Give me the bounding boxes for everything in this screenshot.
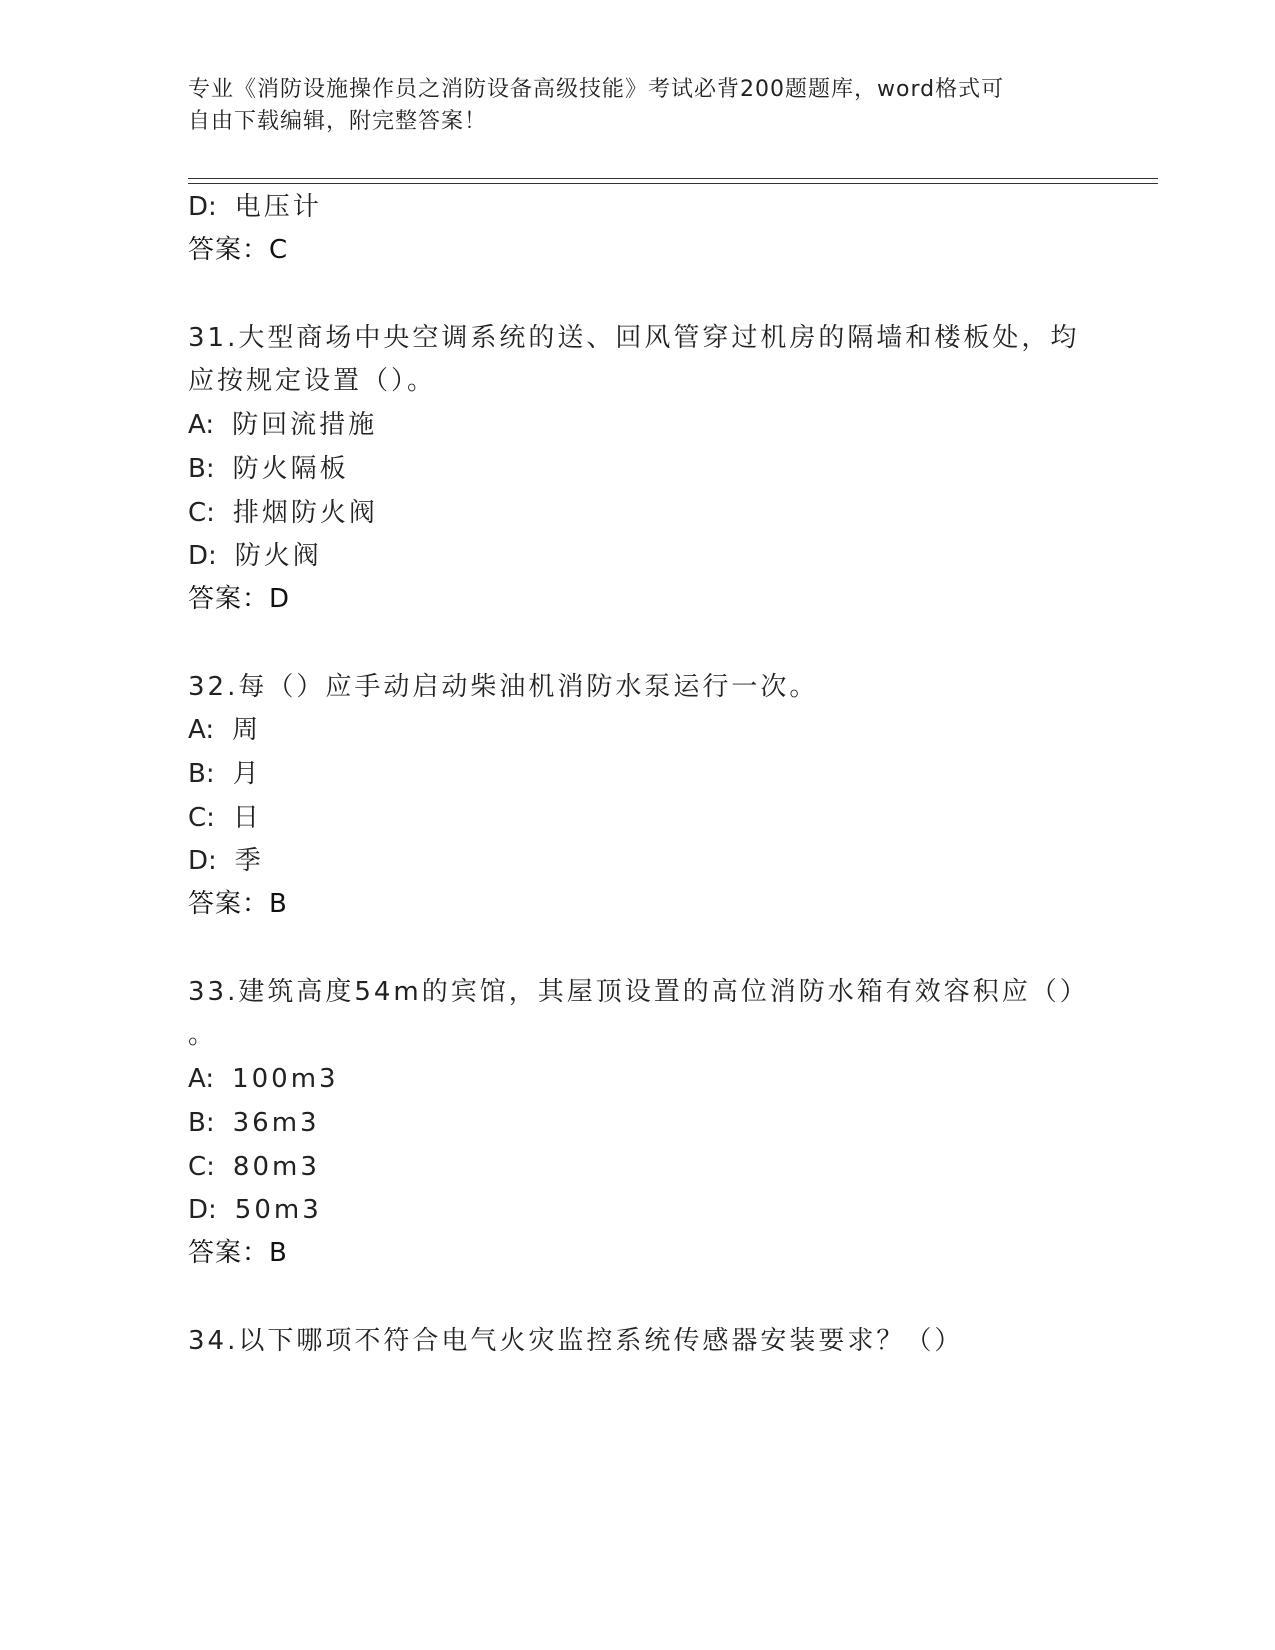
question-33-option-d: D: 50m3: [188, 1195, 322, 1225]
header-divider-top: [188, 178, 1158, 179]
question-32-option-c: C: 日: [188, 803, 262, 833]
answer: 答案：C: [188, 235, 289, 265]
question-32-answer: 答案：B: [188, 889, 288, 919]
question-31-option-d: D: 防火阀: [188, 541, 322, 571]
question-31-option-a: A: 防回流措施: [188, 410, 378, 440]
header-title-line-1: 专业《消防设施操作员之消防设备高级技能》考试必背200题题库，word格式可: [188, 77, 1005, 102]
question-34-text: 34.以下哪项不符合电气火灾监控系统传感器安装要求？（）: [188, 1326, 964, 1356]
header-title-line-2: 自由下载编辑，附完整答案！: [188, 109, 488, 134]
question-33-text: 33.建筑高度54m的宾馆，其屋顶设置的高位消防水箱有效容积应（）: [188, 977, 1089, 1007]
question-31-option-b: B: 防火隔板: [188, 454, 349, 484]
question-33-option-a: A: 100m3: [188, 1064, 339, 1094]
question-31-option-c: C: 排烟防火阀: [188, 498, 378, 528]
question-33-option-c: C: 80m3: [188, 1152, 320, 1182]
question-31-text-cont: 应按规定设置（）。: [188, 366, 437, 396]
question-31-text: 31.大型商场中央空调系统的送、回风管穿过机房的隔墙和楼板处，均: [188, 323, 1080, 353]
question-33-option-b: B: 36m3: [188, 1108, 320, 1138]
document-header: [188, 74, 1088, 138]
question-32-option-b: B: 月: [188, 759, 262, 789]
header-divider-bottom: [188, 183, 1158, 184]
question-32-text: 32.每（）应手动启动柴油机消防水泵运行一次。: [188, 672, 819, 702]
question-32-option-a: A: 周: [188, 715, 262, 745]
option-d: D: 电压计: [188, 192, 322, 222]
question-33-text-cont: 。: [188, 1020, 218, 1050]
question-33-answer: 答案：B: [188, 1238, 288, 1268]
question-32-option-d: D: 季: [188, 846, 264, 876]
question-31-answer: 答案：D: [188, 584, 291, 614]
